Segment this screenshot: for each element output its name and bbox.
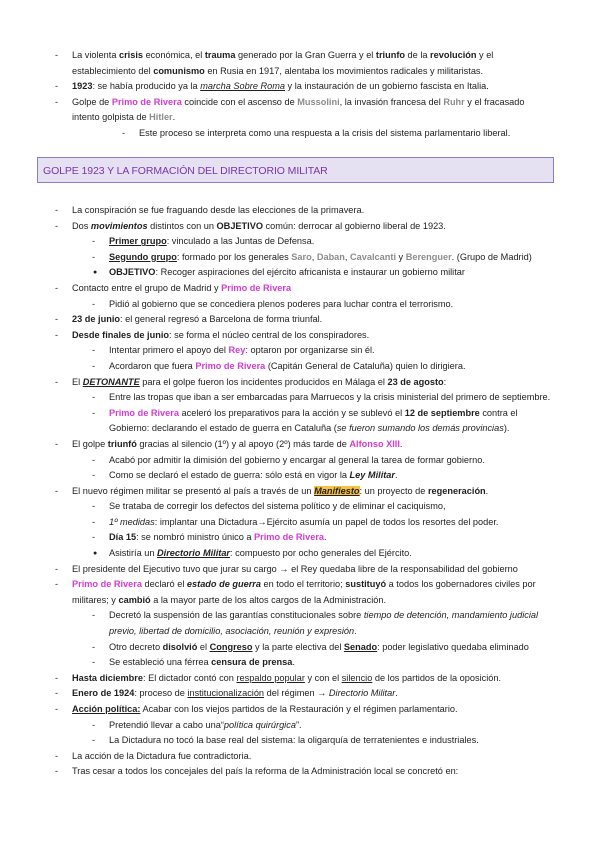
bold-text: 12 de septiembre (404, 407, 480, 418)
bold-text: Hasta diciembre (72, 672, 143, 683)
text-segment: : compuesto por ocho generales del Ejército. (230, 548, 412, 559)
text-segment: marcha Sobre Roma (200, 81, 285, 92)
text-segment: : se había producido ya la (92, 81, 201, 92)
bold-text: OBJETIVO (109, 267, 156, 278)
bold-text: Congreso (209, 641, 253, 652)
bold-text: crisis (119, 50, 144, 60)
bold-text: Día 15 (109, 532, 137, 543)
text-segment: Como se declaró el estado de guerra: sólo está en vigor la (109, 470, 350, 481)
dash-marker: - (92, 470, 96, 481)
bold-text: Senado (343, 641, 378, 652)
bold-text: disolvió (162, 641, 198, 652)
list-item (55, 79, 552, 95)
text-segment: y el establecimiento del (72, 50, 494, 76)
item-text (72, 704, 458, 714)
text-segment: ). (503, 423, 510, 434)
dash-marker: - (92, 454, 96, 465)
item-text (72, 81, 489, 91)
text-segment: El presidente del Ejecutivo tuvo que jurar su cargo → el Rey quedaba libre de la responsabilidad del gobierno (72, 563, 518, 574)
list-item (55, 281, 552, 312)
dash-marker: - (92, 392, 96, 403)
text-segment: . (399, 438, 403, 449)
text-segment: y (396, 251, 406, 262)
list-item (92, 250, 552, 266)
list-item (55, 219, 552, 281)
text-segment: : un proyecto de (359, 485, 428, 496)
item-text (109, 299, 453, 309)
intro-list (55, 48, 552, 142)
bold-text: comunismo (153, 65, 205, 76)
bold-text: 23 de junio (72, 314, 120, 325)
highlighted-name: Rey (228, 345, 246, 356)
sub-list (92, 390, 552, 437)
list-item (92, 640, 552, 656)
item-text (72, 377, 446, 387)
text-segment: distintos con un (147, 220, 217, 231)
bold-text: cambió (118, 594, 151, 605)
item-text (109, 532, 327, 542)
dash-marker: - (55, 220, 59, 231)
text-segment: generado por la Gran Guerra y el (235, 50, 376, 60)
item-text (109, 252, 532, 262)
text-segment: . (395, 688, 398, 699)
text-segment: , (311, 251, 317, 262)
item-text (109, 392, 550, 402)
section-list (55, 203, 552, 780)
text-segment: : proceso de (134, 688, 188, 699)
dash-marker: - (55, 750, 59, 761)
dash-marker: - (92, 407, 96, 418)
text-segment: : implantar una Dictadura→Ejército asumía un papel de todos los resortes del poder. (154, 516, 499, 527)
text-segment: El nuevo régimen militar se presentó al país a través de un (72, 485, 315, 496)
sub-list (122, 126, 552, 142)
text-segment: ”. (295, 719, 302, 730)
text-segment: Se estableció una férrea (109, 657, 212, 668)
list-item (122, 126, 552, 142)
highlighted-name: Berenguer (405, 251, 452, 262)
dash-marker: - (92, 251, 96, 262)
list-item (55, 577, 552, 671)
text-segment: Este proceso se interpreta como una respuesta a la crisis del sistema parlamentario liberal. (139, 127, 511, 138)
bold-text: estado de guerra (186, 579, 261, 590)
bold-text: trauma (204, 50, 236, 60)
item-text (109, 642, 529, 652)
list-item (55, 375, 552, 437)
dash-marker: - (55, 96, 59, 107)
dash-marker: - (55, 704, 59, 714)
text-segment: tiempo de detención, mandamiento judicial previo, libertad de domicilio, asociación, reunión y expresión (109, 610, 539, 637)
list-item (92, 733, 552, 749)
item-text (109, 236, 314, 246)
text-segment: : formado por los generales (176, 251, 292, 262)
bold-text: censura de prensa (211, 657, 293, 668)
bold-text: triunfó (107, 438, 137, 449)
list-item (55, 671, 552, 687)
highlighted-name: Primo de Rivera (195, 360, 266, 371)
text-segment: : se nombró ministro único a (136, 532, 255, 543)
text-segment: : el general regresó a Barcelona de forma triunfal. (120, 314, 323, 325)
text-segment: Tras cesar a todos los concejales del país la reforma de la Administración local se concretó en: (72, 766, 459, 777)
list-item (92, 343, 552, 359)
text-segment: de los partidos de la oposición. (372, 672, 502, 683)
text-segment: : vinculado a las Juntas de Defensa. (166, 236, 315, 247)
item-text (72, 579, 536, 605)
list-item (55, 562, 552, 578)
highlighted-name: Primo de Rivera (111, 96, 182, 107)
text-segment: Entre las tropas que iban a ser embarcadas para Marruecos y la crisis ministerial del primero de septiembre. (109, 392, 551, 403)
dash-marker: - (92, 735, 96, 746)
text-segment: . (292, 657, 295, 668)
text-segment: La Dictadura no tocó la base real del sistema: la oligarquía de terratenientes e industriales. (109, 735, 479, 746)
bold-text: Directorio Militar (157, 548, 231, 559)
dash-marker: - (55, 50, 59, 60)
dash-marker: - (55, 282, 59, 293)
item-text (72, 97, 525, 123)
dash-marker: - (92, 610, 96, 621)
list-item (92, 468, 552, 484)
sub-list (92, 234, 552, 281)
dash-marker: - (55, 376, 59, 387)
text-segment: : (443, 376, 447, 387)
bold-text: movimientos (90, 220, 148, 231)
text-segment: a la mayor parte de los altos cargos de la Administración. (150, 594, 387, 605)
list-item (92, 359, 552, 375)
text-segment: y el fracasado intento golpista de (72, 96, 525, 123)
dash-marker: - (55, 314, 59, 325)
highlighted-name: Mussolini (297, 96, 340, 107)
dash-marker: - (92, 236, 96, 247)
dash-marker: - (55, 438, 59, 449)
highlighted-name: Ruhr (443, 96, 465, 107)
highlighted-term: Manifiesto (314, 485, 360, 496)
item-text (109, 657, 295, 667)
bold-text: Enero de 1924 (72, 688, 135, 699)
list-item (55, 312, 552, 328)
text-segment: del régimen → (264, 688, 329, 699)
list-item (92, 546, 552, 562)
text-segment: : Recoger aspiraciones del ejército africanista e instaurar un gobierno militar (155, 267, 465, 278)
dash-marker: - (92, 360, 96, 371)
item-text (72, 283, 291, 293)
list-item (92, 718, 552, 734)
text-segment: común: derrocar al gobierno liberal de 1923. (263, 220, 446, 231)
text-segment: aceleró los preparativos para la acción y se sublevó el (178, 407, 405, 418)
text-segment: de la (405, 50, 431, 60)
text-segment: respaldo popular (236, 672, 305, 683)
item-text (109, 361, 466, 371)
text-segment: Acabó por admitir la dimisión del gobierno y encargar al general la tarea de formar gobierno. (109, 454, 485, 465)
highlighted-name: Primo de Rivera (72, 579, 142, 590)
item-text (109, 455, 485, 465)
bold-text: OBJETIVO (216, 220, 263, 231)
highlighted-name: Daban (316, 251, 345, 262)
text-segment: La acción de la Dictadura fue contradictoria. (72, 750, 252, 761)
list-item (92, 234, 552, 250)
item-text (72, 766, 458, 776)
text-segment: Pidió al gobierno que se concediera plenos poderes para luchar contra el terrorismo. (109, 298, 454, 309)
highlighted-name: Primo de Rivera (254, 532, 325, 543)
text-segment: Directorio Militar (328, 688, 396, 699)
dash-marker: - (92, 532, 96, 543)
sub-list (92, 718, 552, 749)
item-text (72, 751, 251, 761)
dash-marker: - (92, 516, 96, 527)
sub-list (92, 343, 552, 374)
text-segment: Asistiría un (109, 548, 157, 559)
highlighted-name: Alfonso XIII (349, 438, 400, 449)
highlighted-name: Hitler (149, 112, 173, 123)
text-segment: institucionalización (187, 688, 265, 699)
item-text (72, 314, 322, 324)
text-segment: 1º medidas (109, 516, 155, 527)
item-text (72, 688, 398, 698)
text-segment: en Rusia en 1917, alentaba los movimientos radicales y militaristas. (204, 65, 484, 76)
item-text (72, 486, 488, 496)
text-segment: Contacto entre el grupo de Madrid y (72, 282, 222, 293)
highlighted-name: Saro (291, 251, 312, 262)
text-segment: El (72, 376, 83, 387)
text-segment: , (344, 251, 351, 262)
text-segment: Decretó la suspensión de las garantías constitucionales sobre (109, 610, 364, 621)
list-item (92, 406, 552, 437)
highlighted-name: Cavalcanti (350, 251, 396, 262)
dash-marker: - (92, 501, 96, 512)
list-item (92, 453, 552, 469)
dash-marker: - (55, 205, 59, 215)
text-segment: contra el Gobierno: declarando el estado de guerra en Cataluña ( (109, 407, 518, 434)
sub-list (92, 297, 552, 313)
sub-list (92, 608, 552, 670)
text-segment: se fueron sumando los demás provincias (336, 423, 504, 434)
dash-marker: - (92, 719, 96, 730)
section-title: GOLPE 1923 Y LA FORMACIÓN DEL DIRECTORIO MILITAR (43, 165, 328, 177)
list-item (55, 437, 552, 484)
bold-text: 1923 (72, 81, 93, 92)
text-segment: y con el (304, 672, 342, 683)
text-segment: . (395, 470, 398, 481)
item-text (139, 128, 510, 138)
item-text (72, 50, 493, 76)
bold-text: regeneración (427, 485, 486, 496)
text-segment: , la invasión francesa del (339, 96, 444, 107)
text-segment: declaró el (141, 579, 187, 590)
text-segment: La conspiración se fue fraguando desde las elecciones de la primavera. (72, 205, 365, 215)
item-text (72, 439, 402, 449)
list-item (92, 265, 552, 281)
list-item (55, 484, 552, 562)
dash-marker: - (92, 641, 96, 652)
dash-marker: - (92, 345, 96, 356)
text-segment: gracias al silencio (1º) y al apoyo (2º) más tarde de (136, 438, 350, 449)
dash-marker: - (55, 688, 59, 699)
text-segment: silencio (341, 672, 373, 683)
bold-text: revolución (430, 50, 477, 60)
text-segment: política quirúrgica (223, 719, 296, 730)
text-segment: : poder legislativo quedaba eliminado (377, 641, 529, 652)
list-item (92, 530, 552, 546)
dash-marker: - (92, 298, 96, 309)
bullet-dot-icon: ● (93, 550, 98, 558)
item-text (109, 470, 398, 480)
text-segment: : El dictador contó con (142, 672, 237, 683)
sub-list (92, 453, 552, 484)
bold-text: Ley Militar (349, 470, 395, 481)
list-item (55, 686, 552, 702)
text-segment: y la parte electiva del (252, 641, 344, 652)
item-text (109, 517, 498, 527)
list-item (55, 749, 552, 765)
text-segment: : optaron por organizarse sin él. (245, 345, 375, 356)
item-text (109, 720, 302, 730)
item-text (109, 345, 375, 355)
list-item (92, 390, 552, 406)
item-text (109, 501, 446, 511)
list-item (92, 499, 552, 515)
list-item (92, 297, 552, 313)
text-segment: Intentar primero el apoyo del (109, 345, 229, 356)
text-segment: . (485, 485, 489, 496)
bold-text: Desde finales de junio (72, 329, 170, 340)
list-item (55, 764, 552, 780)
text-segment: . (324, 532, 327, 543)
text-segment: . (172, 112, 176, 123)
text-segment: La violenta (72, 50, 119, 60)
text-segment: en todo el territorio; (260, 579, 346, 590)
text-segment: Acordaron que fuera (109, 360, 196, 371)
item-text (72, 564, 518, 574)
item-text (109, 548, 412, 558)
dash-marker: - (55, 329, 59, 340)
list-item (92, 655, 552, 671)
item-text (72, 205, 364, 215)
dash-marker: - (55, 766, 59, 777)
dash-marker: - (55, 81, 59, 92)
text-segment: (Capitán General de Cataluña) quien lo dirigiera. (265, 360, 466, 371)
item-text (109, 735, 479, 745)
text-segment: Otro decreto (109, 641, 163, 652)
item-text (109, 408, 518, 434)
sub-list (92, 499, 552, 561)
text-segment: Se trataba de corregir los defectos del sistema político y de eliminar el caciquismo, (109, 501, 446, 512)
bold-text: Primer grupo (109, 236, 167, 247)
highlighted-name: Primo de Rivera (221, 282, 292, 293)
list-item (55, 702, 552, 749)
text-segment: : se forma el núcleo central de los conspiradores. (169, 329, 370, 340)
bold-text: sustituyó (345, 579, 387, 590)
bullet-dot-icon: ● (93, 269, 98, 277)
text-segment: para el golpe fueron los incidentes producidos en Málaga el (139, 376, 388, 387)
list-item (55, 203, 552, 219)
item-text (72, 221, 446, 231)
text-segment: el (197, 641, 210, 652)
item-text (72, 330, 369, 340)
bold-text: triunfo (375, 50, 405, 60)
item-text (72, 673, 501, 683)
dash-marker: - (55, 485, 59, 496)
item-text (109, 267, 465, 277)
section-header (37, 157, 554, 183)
list-item (92, 515, 552, 531)
highlighted-name: Primo de Rivera (109, 407, 179, 418)
dash-marker: - (55, 563, 59, 574)
text-segment: . (354, 626, 357, 637)
text-segment: Acabar con los viejos partidos de la Restauración y el régimen parlamentario. (140, 704, 458, 714)
list-item (55, 95, 552, 142)
list-item (55, 328, 552, 375)
dash-marker: - (122, 127, 126, 138)
bold-text: Acción política: (72, 704, 141, 714)
dash-marker: - (92, 657, 96, 668)
text-segment: El golpe (72, 438, 108, 449)
list-item (55, 48, 552, 79)
dash-marker: - (55, 672, 59, 683)
text-segment: Dos (72, 220, 91, 231)
text-segment: coincide con el ascenso de (181, 96, 298, 107)
bold-text: 23 de agosto (387, 376, 444, 387)
text-segment: . (Grupo de Madrid) (451, 251, 532, 262)
dash-marker: - (55, 579, 59, 590)
list-item (92, 608, 552, 639)
text-segment: a todos los gobernadores civiles por militares; y (72, 579, 536, 605)
text-segment: Golpe de (72, 96, 112, 107)
bold-text: Segundo grupo (109, 251, 177, 262)
text-segment: Pretendió llevar a cabo una“ (109, 719, 224, 730)
text-segment: y la instauración de un gobierno fascista en Italia. (285, 81, 489, 92)
text-segment: económica, el (143, 50, 205, 60)
bold-text: DETONANTE (82, 376, 140, 387)
item-text (109, 610, 538, 636)
